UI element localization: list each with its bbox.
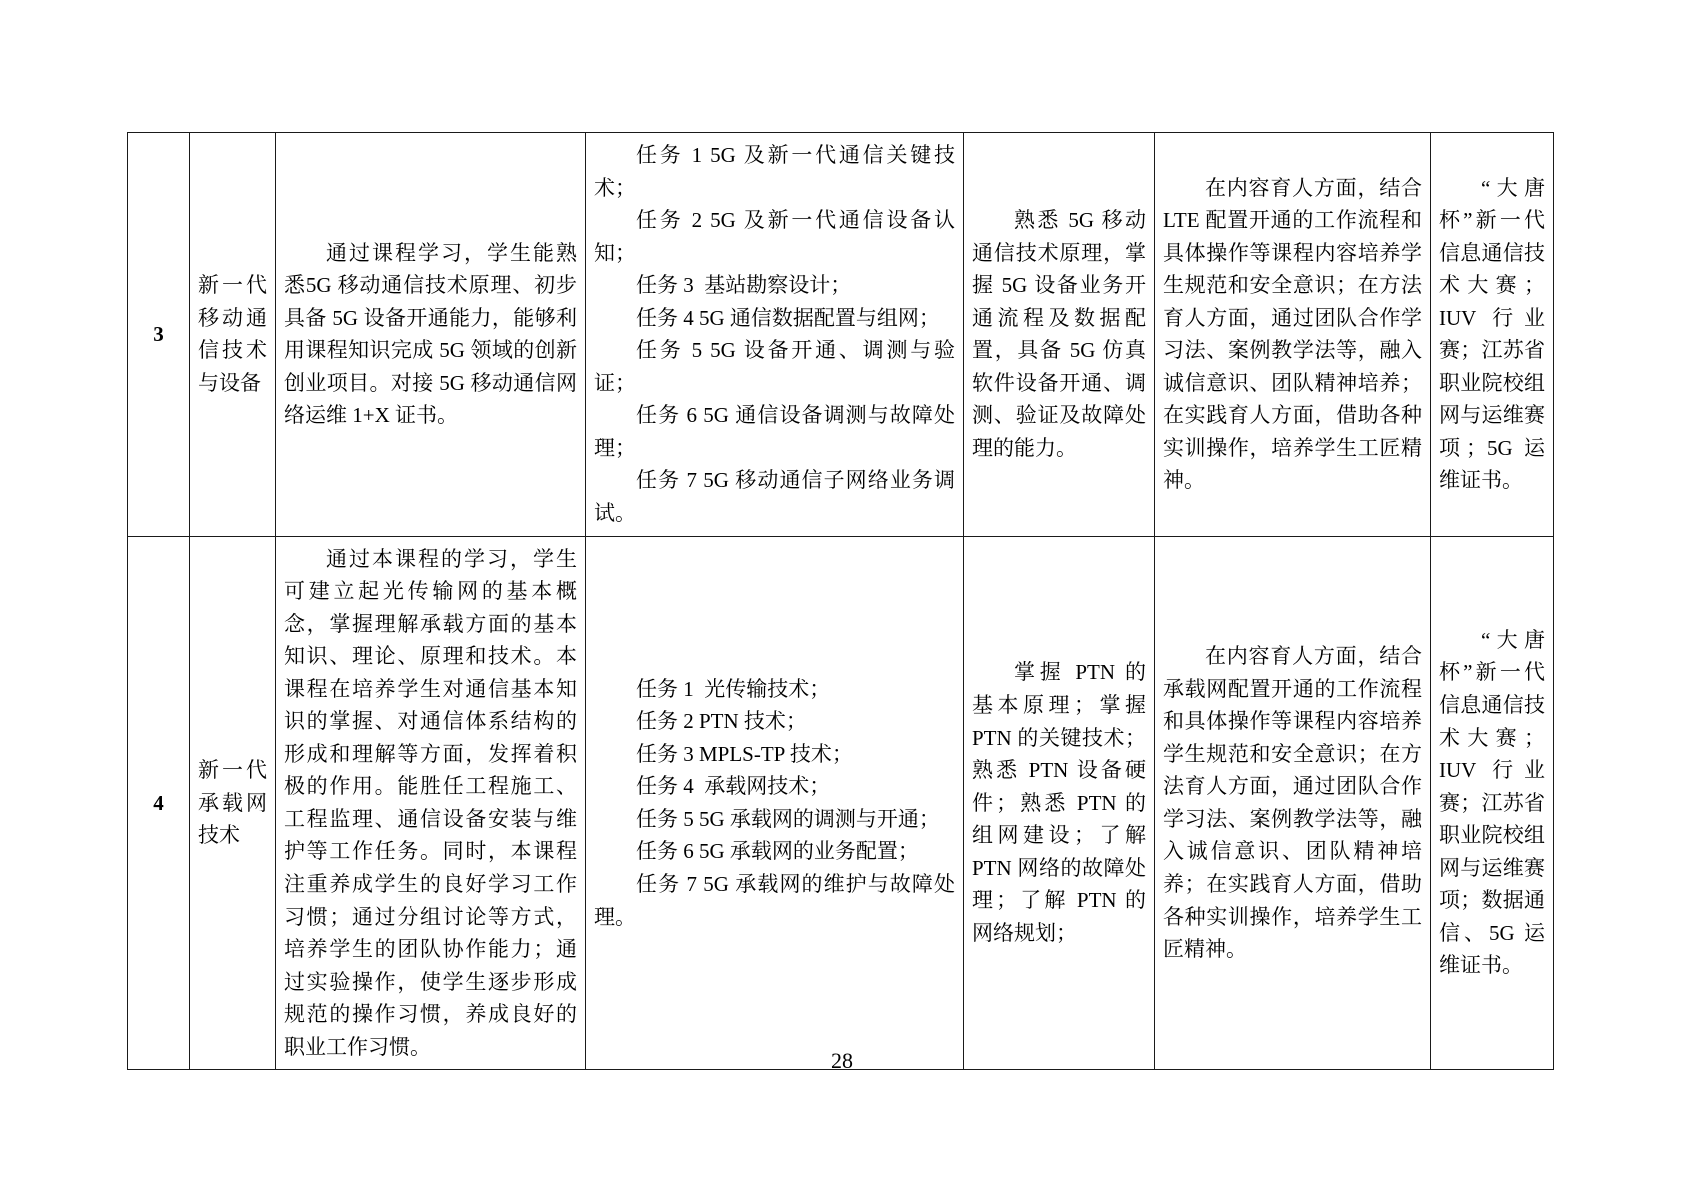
row-number: 4 — [153, 790, 164, 815]
task-item: 任务 2 5G 及新一代通信设备认知； — [594, 208, 955, 265]
competition-text: “大唐杯”新一代信息通信技术大赛；IUV 行业赛；江苏省职业院校组网与运维赛项；数据通信、5G 运维证书。 — [1439, 627, 1545, 978]
task-item: 任务 4 5G 通信数据配置与组网； — [636, 305, 940, 330]
course-description-cell — [276, 536, 586, 1070]
course-description: 通过课程学习，学生能熟悉5G 移动通信技术原理、初步具备 5G 设备开通能力，能够利用课程知识完成 5G 领域的创新创业项目。对接 5G 移动通信网络运维 1+X 证书。 — [284, 240, 577, 428]
task-item: 任务 2 PTN 技术； — [636, 709, 807, 734]
course-skills: 熟悉 5G 移动通信技术原理，掌握 5G 设备业务开通流程及数据配置，具备 5G 仿真软件设备开通、调测、验证及故障处理的能力。 — [972, 208, 1146, 460]
education-text: 在内容育人方面，结合 LTE 配置开通的工作流程和具体操作等课程内容培养学生规范和安全意识；在方法育人方面，通过团队合作学习法、案例教学法等，融入诚信意识、团队精神培养；在实践育人方面，借助各种实训操作，培养学生工匠精神。 — [1163, 175, 1422, 493]
course-table — [127, 132, 1554, 1070]
course-skills-cell — [964, 133, 1155, 537]
competition-cell — [1431, 133, 1554, 537]
row-number-cell — [128, 133, 190, 537]
competition-cell — [1431, 536, 1554, 1070]
task-item: 任务 4 承载网技术； — [636, 774, 831, 799]
course-tasks-cell — [586, 133, 964, 537]
education-cell — [1155, 536, 1431, 1070]
task-item: 任务 1 5G 及新一代通信关键技术； — [594, 143, 955, 200]
row-number-cell — [128, 536, 190, 1070]
course-skills-cell — [964, 536, 1155, 1070]
table-row — [128, 536, 1554, 1070]
task-item: 任务 3 MPLS-TP 技术； — [636, 741, 853, 766]
task-item: 任务 6 5G 通信设备调测与故障处理； — [594, 403, 955, 460]
education-text: 在内容育人方面，结合承载网配置开通的工作流程和具体操作等课程内容培养学生规范和安全意识；在方法育人方面，通过团队合作学习法、案例教学法等，融入诚信意识、团队精神培养；在实践育人方面，借助各种实训操作，培养学生工匠精神。 — [1163, 644, 1422, 962]
course-name: 新一代承载网技术 — [198, 758, 267, 848]
task-item: 任务 6 5G 承载网的业务配置； — [636, 839, 919, 864]
task-item: 任务 3 基站勘察设计； — [636, 273, 852, 298]
course-name-cell — [190, 133, 276, 537]
course-tasks-cell — [586, 536, 964, 1070]
course-name-cell — [190, 536, 276, 1070]
row-number: 3 — [153, 322, 164, 346]
task-item: 任务 7 5G 承载网的维护与故障处理。 — [594, 872, 955, 929]
task-item: 任务 7 5G 移动通信子网络业务调试。 — [594, 468, 955, 526]
task-item: 任务 5 5G 承载网的调测与开通； — [636, 806, 940, 831]
course-description-cell — [276, 133, 586, 537]
task-item: 任务 5 5G 设备开通、调测与验证； — [594, 338, 955, 395]
competition-text: “大唐杯”新一代信息通信技术大赛；IUV 行业赛；江苏省职业院校组网与运维赛项；5G 运维证书。 — [1439, 175, 1545, 493]
table-row — [128, 133, 1554, 537]
education-cell — [1155, 133, 1431, 537]
course-name: 新一代移动通信技术与设备 — [198, 273, 267, 395]
course-description: 通过本课程的学习，学生可建立起光传输网的基本概念，掌握理解承载方面的基本知识、理论、原理和技术。本课程在培养学生对通信基本知识的掌握、对通信体系结构的形成和理解等方面，发挥着积极的作用。能胜任工程施工、工程监理、通信设备安装与维护等工作任务。同时，本课程注重养成学生的良好学习工作习惯；通过分组讨论等方式，培养学生的团队协作能力；通过实验操作，使学生逐步形成规范的操作习惯，养成良好的职业工作习惯。 — [284, 546, 577, 1059]
course-skills: 掌握 PTN 的基本原理；掌握 PTN 的关键技术；熟悉 PTN 设备硬件；熟悉 PTN 的组网建设；了解 PTN 网络的故障处理；了解 PTN 的网络规划； — [972, 660, 1146, 945]
page-number: 28 — [831, 1048, 853, 1073]
task-item: 任务 1 光传输技术； — [636, 676, 831, 701]
